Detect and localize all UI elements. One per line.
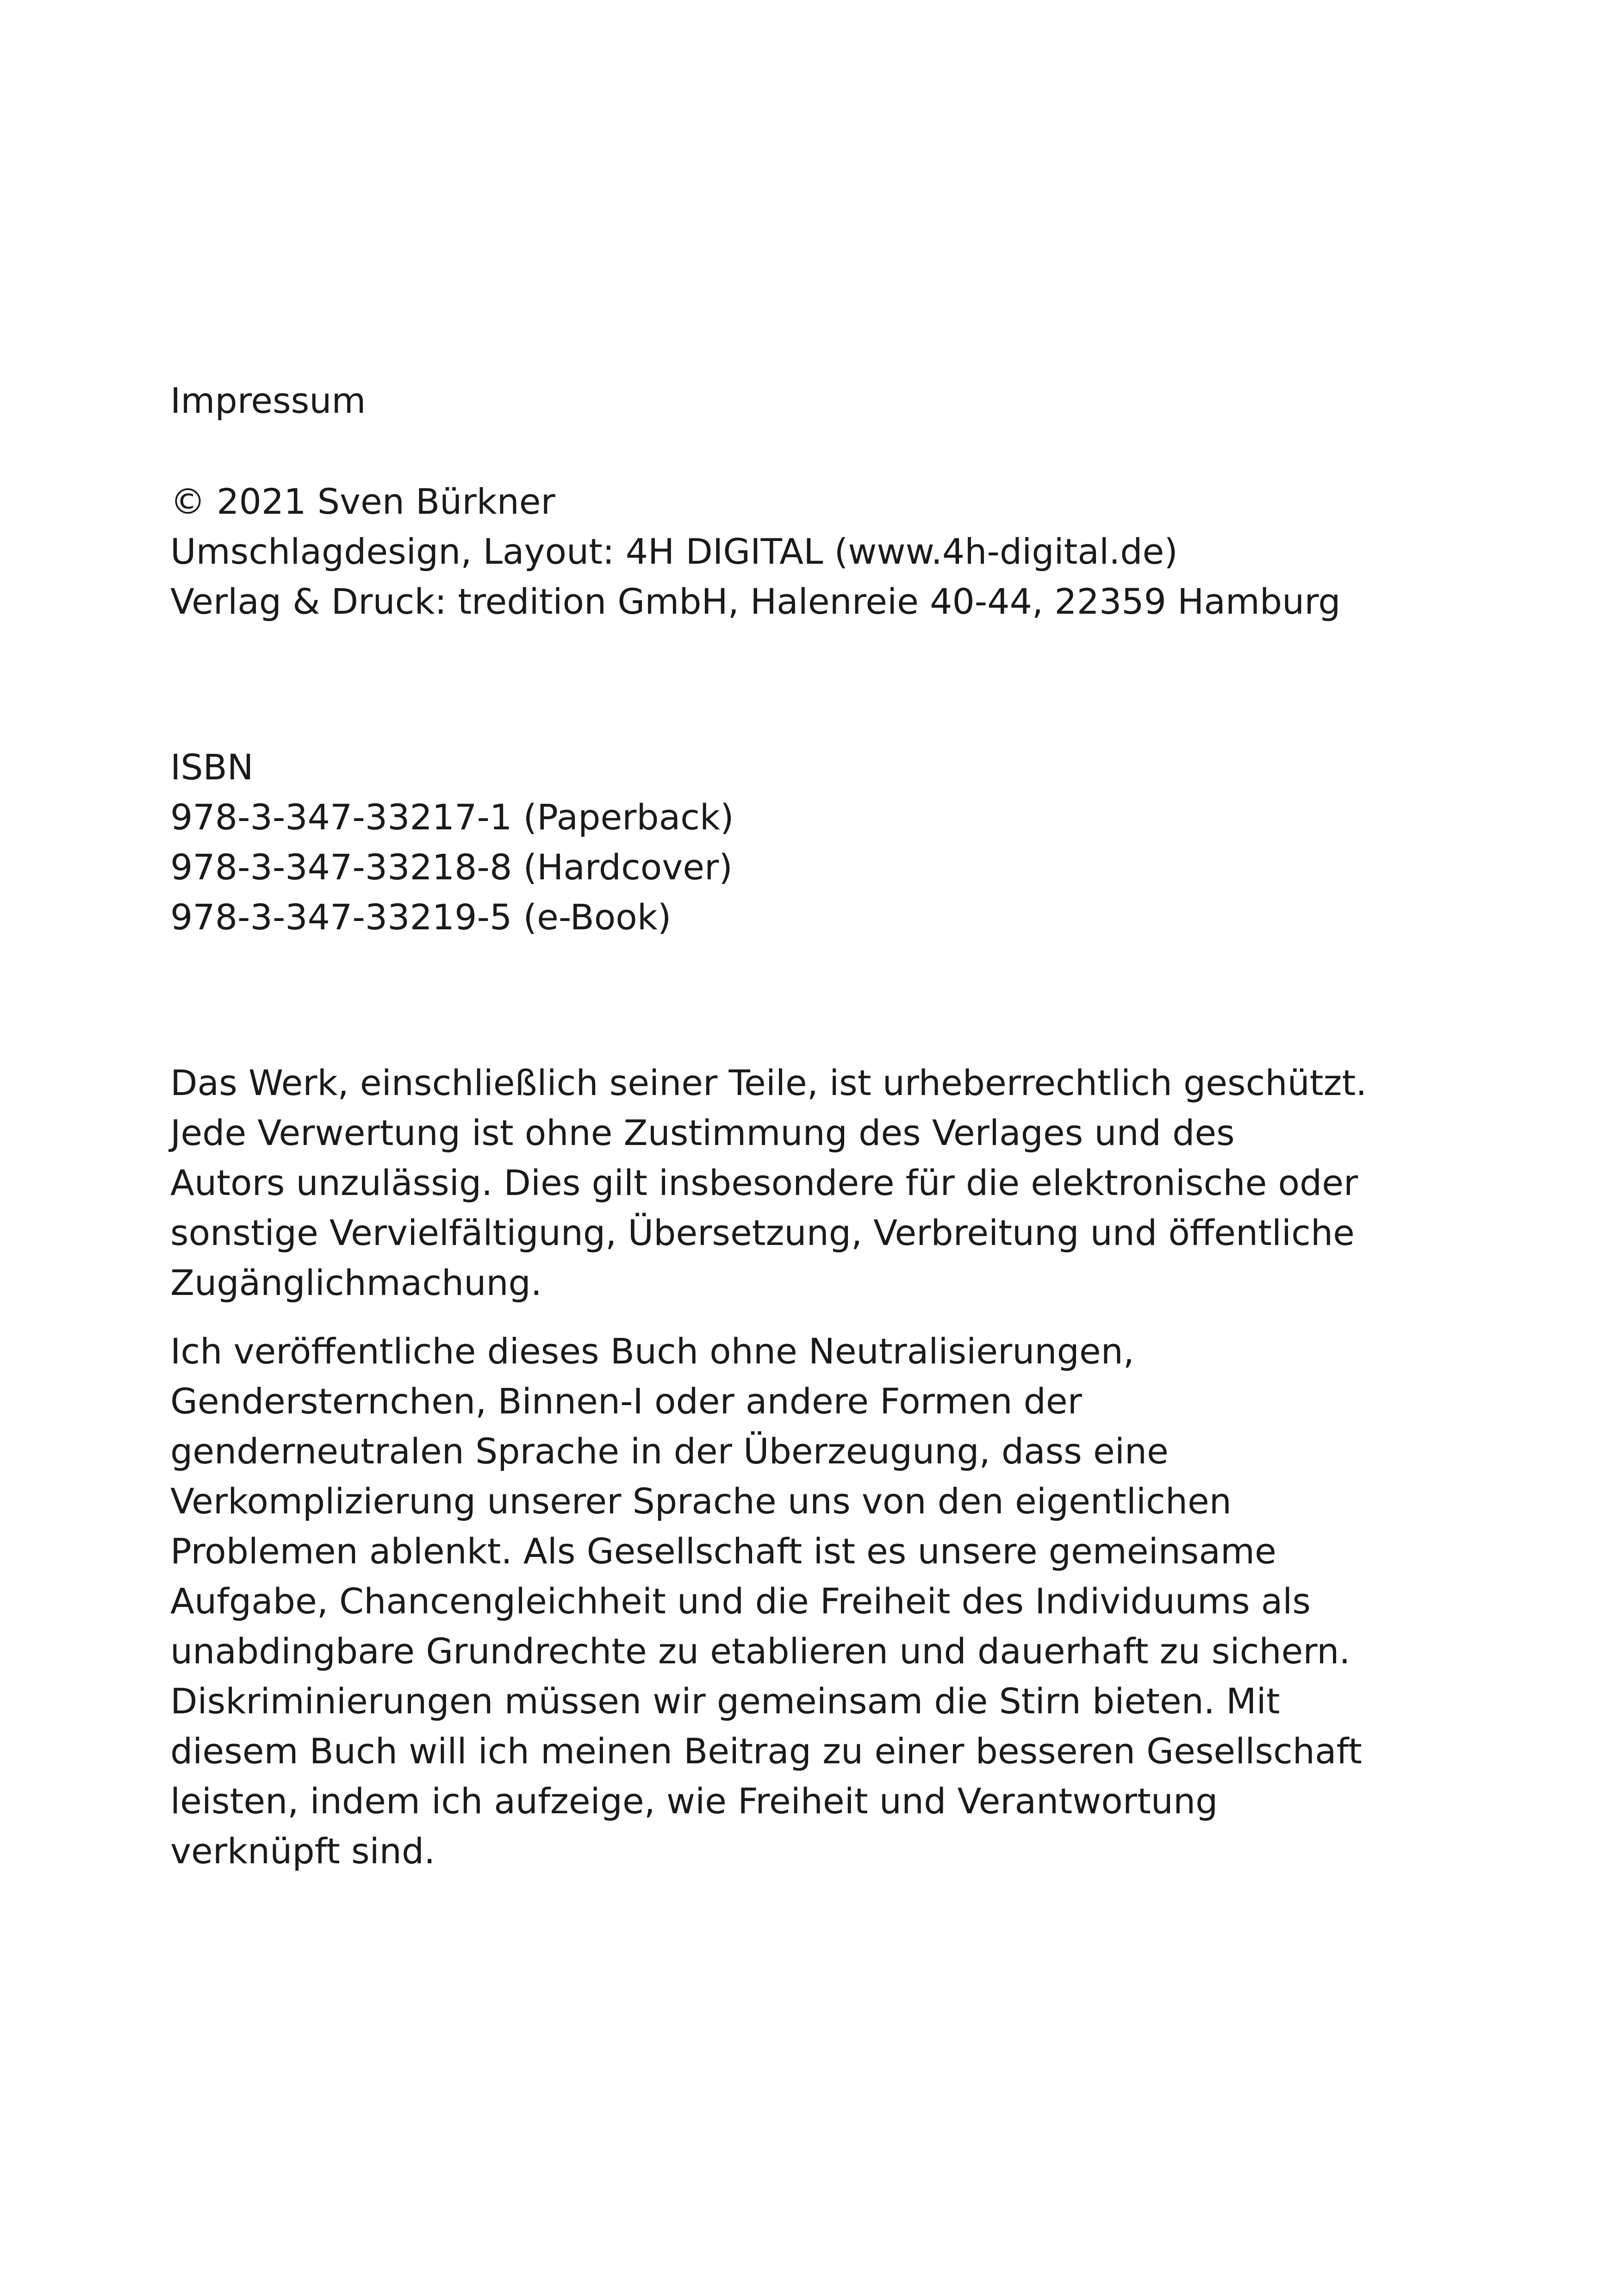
legal-notice bbox=[170, 1058, 1448, 1308]
author-statement bbox=[170, 1326, 1448, 1876]
author-statement-line: diesem Buch will ich meinen Beitrag zu einer besseren Gesellschaft bbox=[170, 1730, 1362, 1772]
isbn-paperback: 978-3-347-33217-1 (Paperback) bbox=[170, 796, 734, 838]
legal-notice-line: Autors unzulässig. Dies gilt insbesondere für die elektronische oder bbox=[170, 1162, 1358, 1203]
author-statement-line: leisten, indem ich aufzeige, wie Freiheit und Verantwortung bbox=[170, 1780, 1218, 1822]
publisher-line: Verlag & Druck: tredition GmbH, Halenreie 40-44, 22359 Hamburg bbox=[170, 581, 1341, 622]
isbn-block bbox=[170, 742, 1448, 942]
legal-notice-line: sonstige Vervielfältigung, Übersetzung, Verbreitung und öffentliche bbox=[170, 1212, 1355, 1253]
author-statement-line: Ich veröffentliche dieses Buch ohne Neutralisierungen, bbox=[170, 1331, 1134, 1372]
imprint-page bbox=[170, 376, 1448, 1876]
legal-notice-line: Jede Verwertung ist ohne Zustimmung des Verlages und des bbox=[170, 1112, 1235, 1153]
isbn-hardcover: 978-3-347-33218-8 (Hardcover) bbox=[170, 846, 733, 888]
author-statement-line: Verkomplizierung unserer Sprache uns von den eigentlichen bbox=[170, 1481, 1232, 1522]
author-statement-line: genderneutralen Sprache in der Überzeugung, dass eine bbox=[170, 1431, 1169, 1472]
isbn-label: ISBN bbox=[170, 747, 254, 788]
cover-design-line: Umschlagdesign, Layout: 4H DIGITAL (www.4h-digital.de) bbox=[170, 531, 1178, 572]
author-statement-line: Problemen ablenkt. Als Gesellschaft ist es unsere gemeinsame bbox=[170, 1531, 1276, 1572]
author-statement-line: Gendersternchen, Binnen-I oder andere Formen der bbox=[170, 1381, 1082, 1422]
legal-notice-line: Das Werk, einschließlich seiner Teile, ist urheberrechtlich geschützt. bbox=[170, 1062, 1367, 1103]
author-statement-line: Diskriminierungen müssen wir gemeinsam die Stirn bieten. Mit bbox=[170, 1680, 1280, 1722]
legal-notice-line: Zugänglichmachung. bbox=[170, 1262, 542, 1303]
page-title: Impressum bbox=[170, 380, 366, 421]
author-statement-line: Aufgabe, Chancengleichheit und die Freiheit des Individuums als bbox=[170, 1580, 1311, 1622]
isbn-ebook: 978-3-347-33219-5 (e-Book) bbox=[170, 896, 672, 938]
copyright-block bbox=[170, 477, 1448, 627]
author-statement-line: verknüpft sind. bbox=[170, 1830, 436, 1872]
copyright-line: © 2021 Sven Bürkner bbox=[170, 481, 555, 522]
author-statement-line: unabdingbare Grundrechte zu etablieren und dauerhaft zu sichern. bbox=[170, 1630, 1350, 1672]
